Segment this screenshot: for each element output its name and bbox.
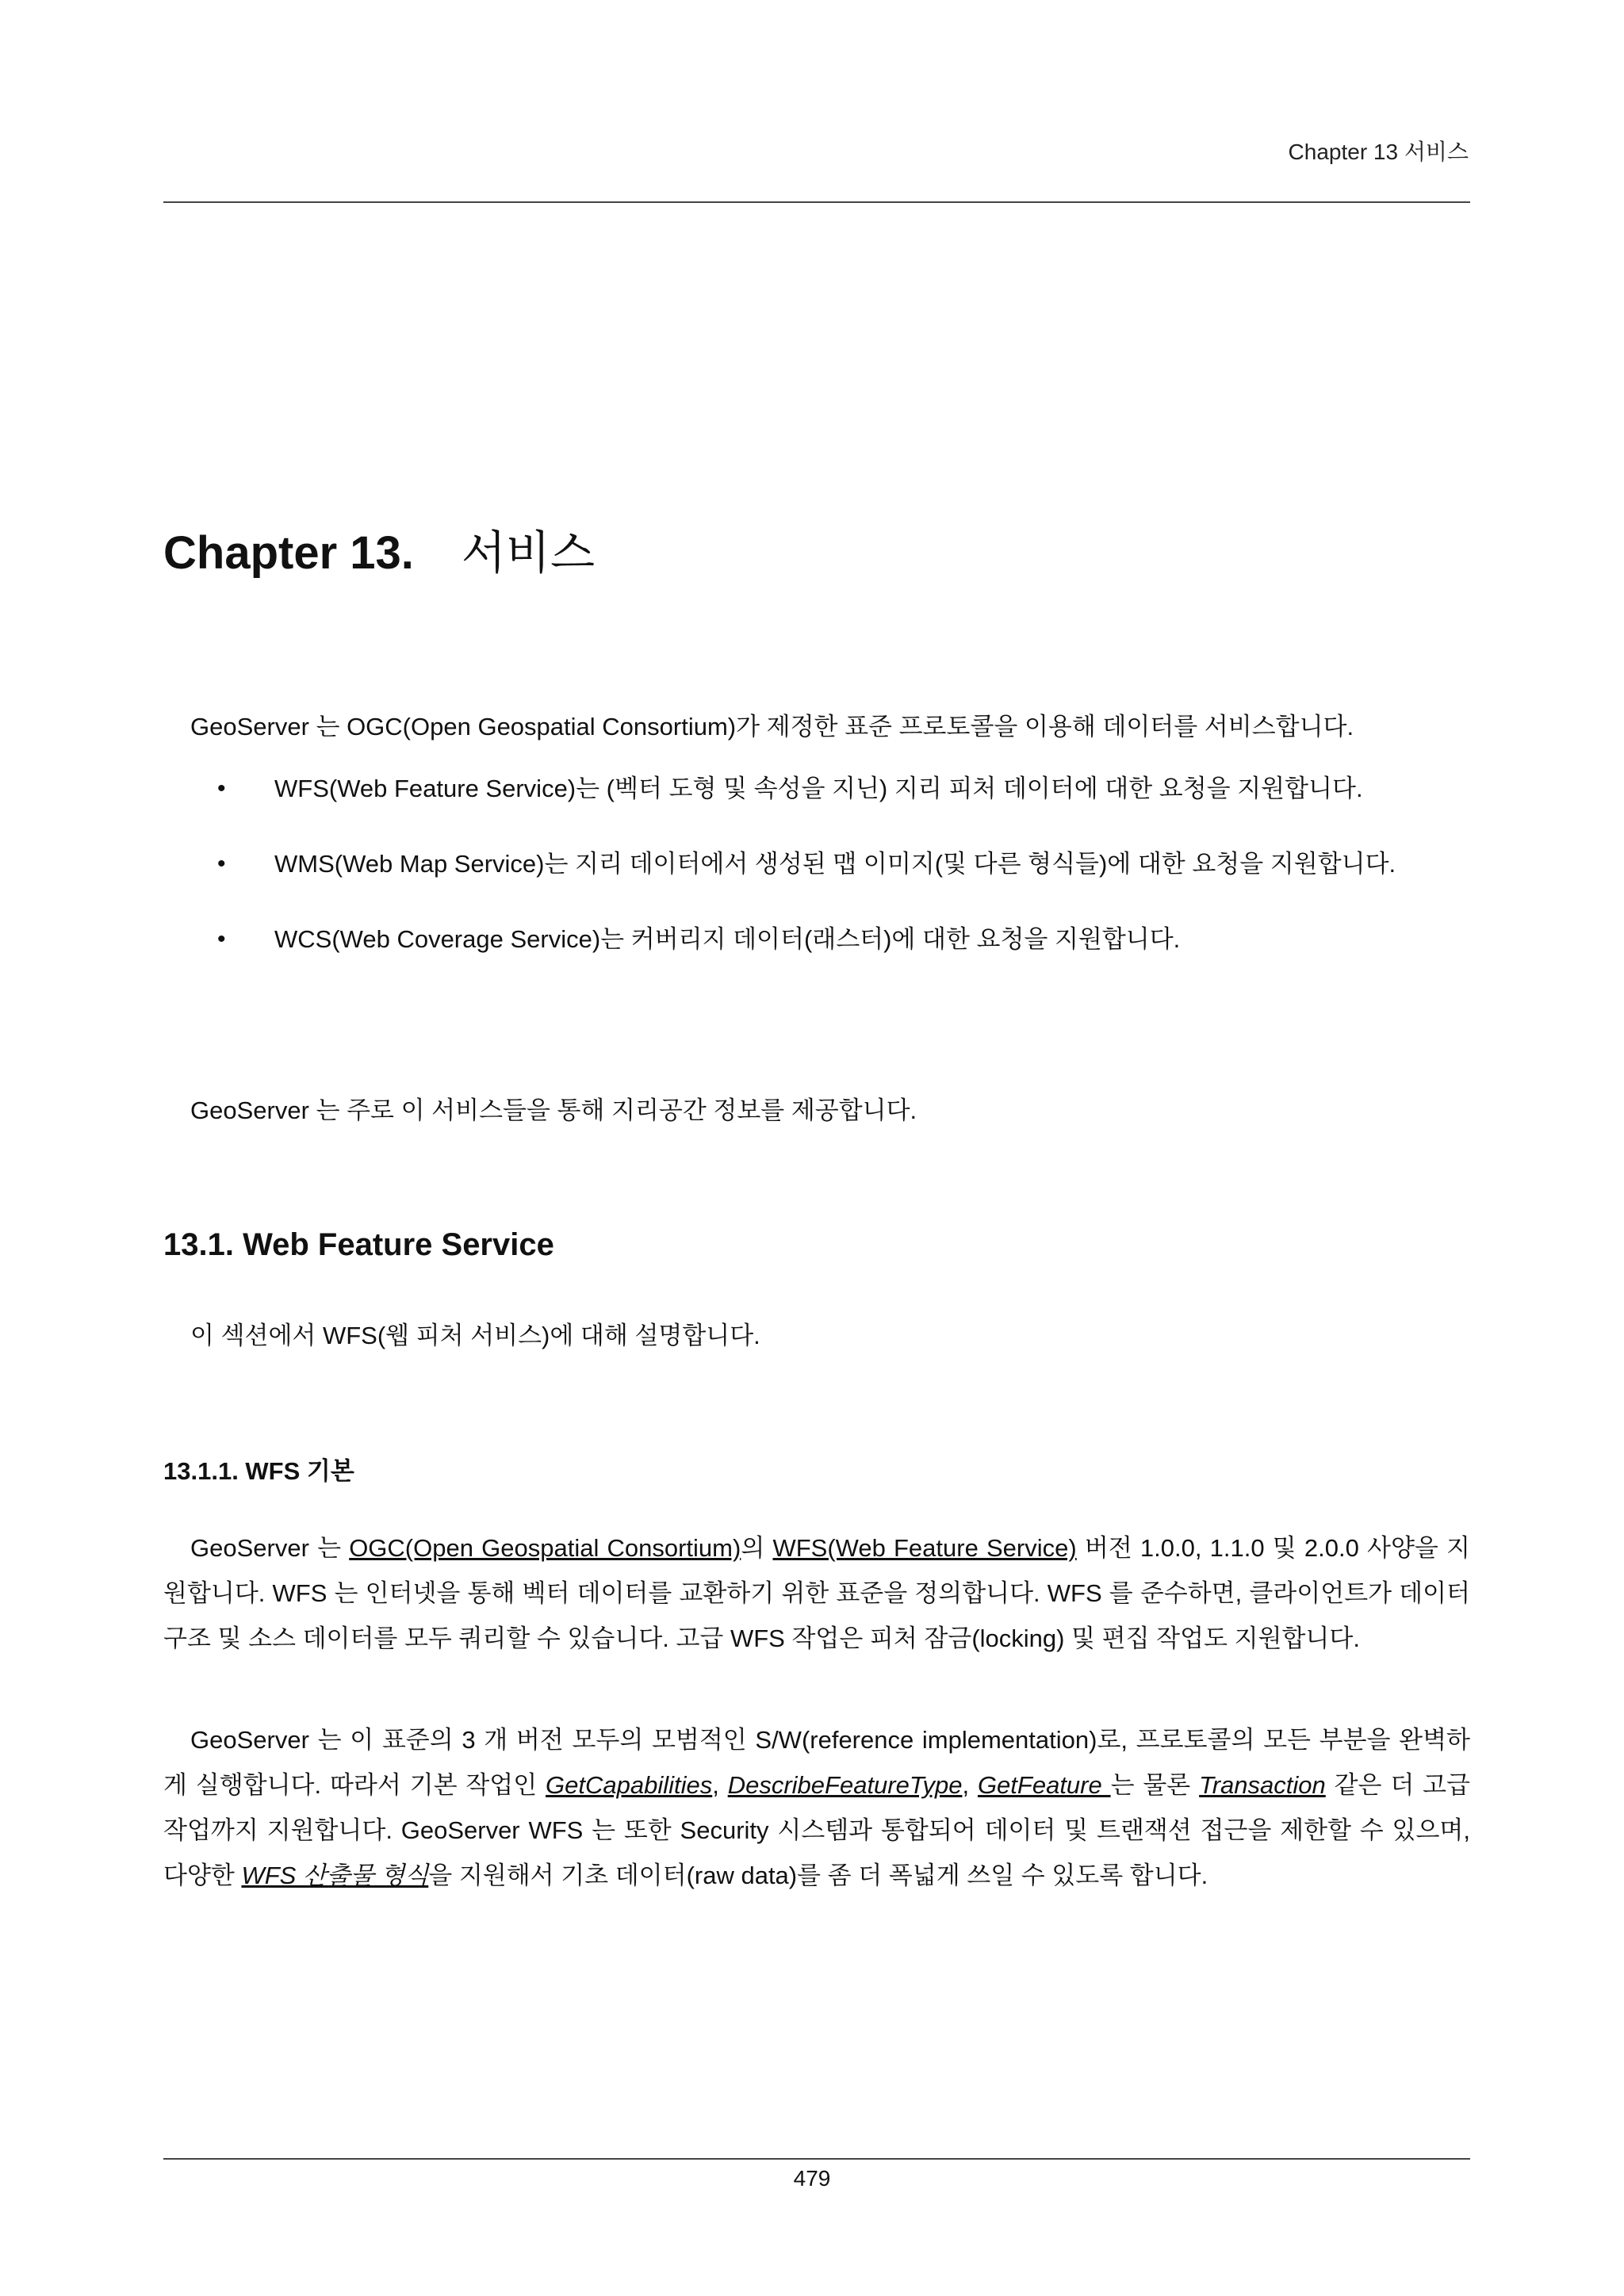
- section-heading: 13.1. Web Feature Service: [163, 1227, 554, 1262]
- list-item-text: WFS(Web Feature Service)는 (벡터 도형 및 속성을 지닌) 지리 피처 데이터에 대한 요청을 지원합니다.: [274, 775, 1363, 802]
- list-item: [163, 841, 1470, 886]
- running-header: Chapter 13 서비스: [1288, 140, 1469, 164]
- ogc-link[interactable]: OGC(Open Geospatial Consortium): [349, 1534, 741, 1562]
- page-number: 479: [793, 2166, 831, 2191]
- list-item-text: WCS(Web Coverage Service)는 커버리지 데이터(래스터)에 대한 요청을 지원합니다.: [274, 925, 1181, 953]
- bullet-icon: •: [217, 926, 226, 952]
- wfs-basics-paragraph-1: [163, 1525, 1470, 1661]
- text-run: 는 물론: [1110, 1771, 1200, 1799]
- bullet-icon: •: [217, 851, 226, 877]
- wfs-basics-paragraph-2: [163, 1717, 1470, 1898]
- header-rule: [163, 201, 1470, 203]
- text-run: 을 지원해서 기초 데이터(raw data)를 좀 더 폭넓게 쓰일 수 있도록 합니다.: [428, 1862, 1208, 1889]
- text-run: GeoServer 는 이 표준의 3 개 버전 모두의 모범적인 S/W(reference implementation)로, 프로토콜의 모든 부분을 완벽하게 실행합니다. 따라서 기본 작업인: [163, 1726, 1470, 1799]
- text-run: ,: [712, 1771, 728, 1799]
- list-item: [163, 916, 1470, 962]
- chapter-label: Chapter 13.: [163, 527, 414, 579]
- text-run: 같은 더 고급 작업까지 지원합니다. GeoServer WFS 는 또한 Security 시스템과 통합되어 데이터 및 트랜잭션 접근을 제한할 수 있으며, 다양한: [163, 1771, 1470, 1889]
- text-run: 의: [741, 1534, 773, 1562]
- text-run: GeoServer 는: [190, 1534, 350, 1562]
- footer-rule: [163, 2158, 1470, 2160]
- subsection-heading: 13.1.1. WFS 기본: [163, 1457, 354, 1485]
- bullet-icon: •: [217, 775, 226, 802]
- chapter-title: [163, 515, 595, 582]
- intro-closing-paragraph: GeoServer 는 주로 이 서비스들을 통해 지리공간 정보를 제공합니다.: [190, 1096, 917, 1124]
- text-run: 버전 1.0.0, 1.1.0 및 2.0.0 사양을 지원합니다. WFS 는 인터넷을 통해 벡터 데이터를 교환하기 위한 표준을 정의합니다. WFS 를 준수하면, 클라이언트가 데이터 구조 및 소스 데이터를 모두 쿼리할 수 있습니다. 고급 WFS 작업은 피처 잠금(locking) 및 편집 작업도 지원합니다.: [163, 1534, 1470, 1652]
- list-item-text: WMS(Web Map Service)는 지리 데이터에서 생성된 맵 이미지(및 다른 형식들)에 대한 요청을 지원합니다.: [274, 850, 1396, 878]
- getfeature-link[interactable]: GetFeature: [977, 1771, 1111, 1799]
- wfs-link[interactable]: WFS(Web Feature Service): [772, 1534, 1077, 1562]
- service-list: [163, 766, 1470, 992]
- text-run: ,: [962, 1771, 978, 1799]
- intro-paragraph: GeoServer 는 OGC(Open Geospatial Consortium)가 제정한 표준 프로토콜을 이용해 데이터를 서비스합니다.: [190, 713, 1354, 740]
- section-intro-paragraph: 이 섹션에서 WFS(웹 피처 서비스)에 대해 설명합니다.: [190, 1322, 760, 1349]
- getcapabilities-link[interactable]: GetCapabilities: [546, 1771, 713, 1799]
- transaction-link[interactable]: Transaction: [1199, 1771, 1326, 1799]
- chapter-title-text: 서비스: [461, 526, 595, 580]
- wfs-output-formats-link[interactable]: WFS 산출물 형식: [241, 1862, 429, 1889]
- list-item: [163, 766, 1470, 811]
- describefeaturetype-link[interactable]: DescribeFeatureType: [727, 1771, 963, 1799]
